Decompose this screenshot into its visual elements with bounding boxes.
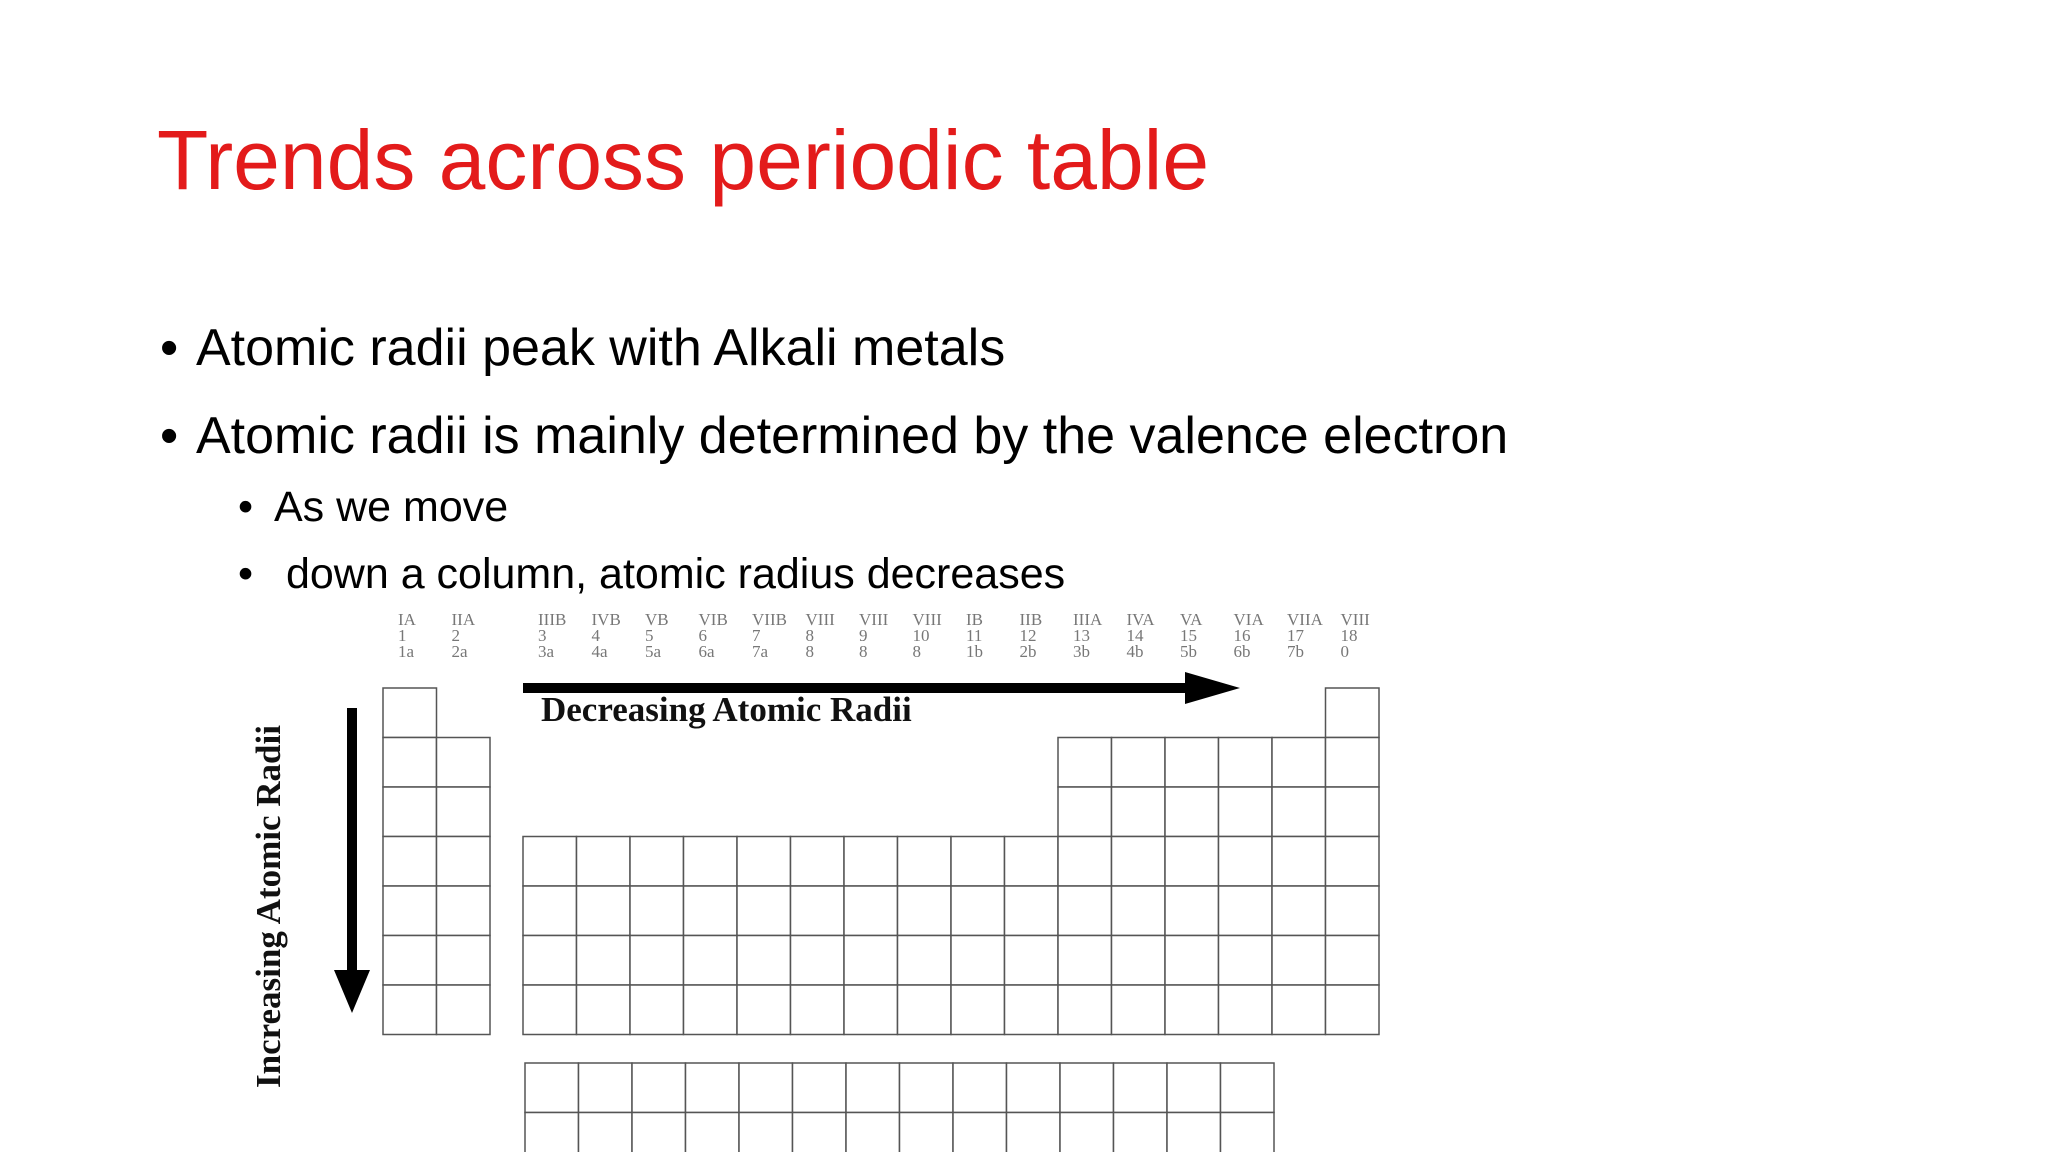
group-label: 8 xyxy=(912,642,921,661)
element-cell xyxy=(737,936,791,986)
f-block-cell xyxy=(632,1063,686,1113)
f-block-cell xyxy=(686,1063,740,1113)
f-block-cell xyxy=(525,1113,579,1152)
element-cell xyxy=(1005,886,1059,936)
f-block-cell xyxy=(739,1063,793,1113)
element-cell xyxy=(437,936,491,986)
slide-title: Trends across periodic table xyxy=(157,113,1210,207)
group-label: 4a xyxy=(591,642,608,661)
f-block-cell xyxy=(1221,1063,1275,1113)
element-cell xyxy=(437,985,491,1035)
element-cell xyxy=(737,985,791,1035)
element-cell xyxy=(383,936,437,986)
group-label: 13 xyxy=(1073,626,1090,645)
group-label: 5b xyxy=(1180,642,1197,661)
element-cell xyxy=(1272,738,1326,788)
element-cell xyxy=(737,837,791,887)
element-cell xyxy=(437,787,491,837)
bullet-item xyxy=(160,318,1005,378)
element-cell xyxy=(1058,837,1112,887)
element-cell xyxy=(1272,837,1326,887)
element-cell xyxy=(898,886,952,936)
f-block-cell xyxy=(953,1113,1007,1152)
bullet-dot: • xyxy=(160,319,179,377)
group-label: 9 xyxy=(859,626,868,645)
element-cell xyxy=(844,985,898,1035)
element-cell xyxy=(1058,738,1112,788)
f-block-cell xyxy=(900,1113,954,1152)
element-cell xyxy=(898,936,952,986)
f-block-cell xyxy=(1114,1063,1168,1113)
group-label: 4 xyxy=(591,626,600,645)
group-label: 7b xyxy=(1287,642,1304,661)
element-cell xyxy=(844,936,898,986)
group-label: 5a xyxy=(645,642,662,661)
f-block-cell xyxy=(1007,1063,1061,1113)
group-label: 6b xyxy=(1233,642,1251,661)
element-cell xyxy=(630,985,684,1035)
group-label: 1b xyxy=(966,642,983,661)
group-label: IVB xyxy=(591,610,621,629)
periodic-table-figure xyxy=(220,608,1400,1152)
group-label: 3a xyxy=(538,642,555,661)
element-cell xyxy=(1165,738,1219,788)
f-block-cell xyxy=(1221,1113,1275,1152)
element-cell xyxy=(1219,886,1273,936)
group-label: VA xyxy=(1180,610,1203,629)
sub-bullet-item xyxy=(238,483,508,532)
element-cell xyxy=(1219,837,1273,887)
group-label: 11 xyxy=(966,626,983,645)
f-block-cell xyxy=(1167,1113,1221,1152)
bullet-item xyxy=(160,406,1508,466)
group-label: VIII xyxy=(805,610,835,629)
element-cell xyxy=(684,837,738,887)
f-block-cell xyxy=(793,1063,847,1113)
vertical-arrowhead-icon xyxy=(334,970,370,1013)
element-cell xyxy=(1058,886,1112,936)
element-cell xyxy=(1326,886,1380,936)
group-label: VIA xyxy=(1233,610,1264,629)
f-block-cell xyxy=(900,1063,954,1113)
f-block-cell xyxy=(1060,1063,1114,1113)
group-label: 7 xyxy=(752,626,761,645)
element-cell xyxy=(1112,886,1166,936)
group-label: VIIA xyxy=(1287,610,1323,629)
f-block-cell xyxy=(525,1063,579,1113)
element-cell xyxy=(1112,985,1166,1035)
sub-bullet-item xyxy=(238,550,1065,599)
element-cell xyxy=(737,886,791,936)
horizontal-arrowhead-icon xyxy=(1185,672,1240,704)
element-cell xyxy=(577,936,631,986)
element-cell xyxy=(383,985,437,1035)
group-label: 8 xyxy=(805,642,814,661)
f-block-cell xyxy=(1007,1113,1061,1152)
bullet-text: down a column, atomic radius decreases xyxy=(274,550,1066,598)
element-cell xyxy=(630,886,684,936)
element-cell xyxy=(1326,837,1380,887)
element-cell xyxy=(1112,936,1166,986)
element-cell xyxy=(898,985,952,1035)
group-label: IIIB xyxy=(538,610,567,629)
group-label: 7a xyxy=(752,642,769,661)
element-cell xyxy=(383,688,437,738)
group-label: VIII xyxy=(912,610,942,629)
element-cell xyxy=(791,985,845,1035)
group-label: 3b xyxy=(1073,642,1090,661)
group-label: 6 xyxy=(698,626,707,645)
element-cell xyxy=(684,985,738,1035)
element-cell xyxy=(1058,936,1112,986)
element-cell xyxy=(383,837,437,887)
group-label: 5 xyxy=(645,626,654,645)
group-label: VIIB xyxy=(752,610,787,629)
group-label: IIIA xyxy=(1073,610,1103,629)
f-block-cell xyxy=(793,1113,847,1152)
bullet-dot: • xyxy=(160,407,179,465)
element-cell xyxy=(1326,738,1380,788)
group-labels xyxy=(398,610,1370,661)
element-cell xyxy=(1165,787,1219,837)
group-label: 6a xyxy=(698,642,715,661)
group-label: VIII xyxy=(1340,610,1370,629)
element-cell xyxy=(1165,886,1219,936)
group-label: VIB xyxy=(698,610,728,629)
f-block-cell xyxy=(1167,1063,1221,1113)
bullet-text: Atomic radii peak with Alkali metals xyxy=(196,319,1006,377)
group-label: 2 xyxy=(451,626,460,645)
group-label: 0 xyxy=(1340,642,1349,661)
element-cell xyxy=(1165,837,1219,887)
group-label: IIA xyxy=(451,610,476,629)
element-cell xyxy=(630,936,684,986)
f-block-cell xyxy=(953,1063,1007,1113)
bullet-dot: • xyxy=(238,483,254,531)
element-cell xyxy=(577,985,631,1035)
element-cell xyxy=(383,886,437,936)
element-cell xyxy=(1272,787,1326,837)
f-block-cell xyxy=(579,1113,633,1152)
element-cell xyxy=(1058,787,1112,837)
periodic-table-diagram xyxy=(220,608,1400,1152)
element-cell xyxy=(1165,985,1219,1035)
group-label: 18 xyxy=(1340,626,1358,645)
f-block-cell xyxy=(846,1113,900,1152)
bullet-text: Atomic radii is mainly determined by the valence electron xyxy=(196,407,1509,465)
group-label: 16 xyxy=(1233,626,1251,645)
f-block-cell xyxy=(846,1063,900,1113)
f-block-cell xyxy=(1114,1113,1168,1152)
element-cell xyxy=(951,886,1005,936)
element-cell xyxy=(1326,985,1380,1035)
element-cell xyxy=(523,837,577,887)
element-cell xyxy=(791,936,845,986)
element-cell xyxy=(523,936,577,986)
group-label: 8 xyxy=(805,626,814,645)
element-cell xyxy=(791,886,845,936)
group-label: 8 xyxy=(859,642,868,661)
group-label: 1 xyxy=(398,626,407,645)
group-label: 3 xyxy=(538,626,547,645)
group-label: IB xyxy=(966,610,983,629)
element-cell xyxy=(791,837,845,887)
element-cell xyxy=(1219,936,1273,986)
element-cell xyxy=(383,787,437,837)
element-cell xyxy=(1112,738,1166,788)
element-cell xyxy=(1165,936,1219,986)
bullet-dot: • xyxy=(238,550,254,598)
group-label: 15 xyxy=(1180,626,1197,645)
element-cell xyxy=(898,837,952,887)
element-cell xyxy=(437,886,491,936)
group-label: IIB xyxy=(1019,610,1043,629)
element-cell xyxy=(951,837,1005,887)
element-cell xyxy=(1005,985,1059,1035)
group-label: 1a xyxy=(398,642,415,661)
element-cell xyxy=(1005,936,1059,986)
element-cell xyxy=(577,837,631,887)
element-cell xyxy=(1326,688,1380,738)
group-label: VIII xyxy=(859,610,889,629)
element-cell xyxy=(523,886,577,936)
element-cell xyxy=(1058,985,1112,1035)
group-label: 14 xyxy=(1126,626,1144,645)
element-cell xyxy=(1272,936,1326,986)
group-label: VB xyxy=(645,610,669,629)
element-cell xyxy=(1005,837,1059,887)
f-block-cell xyxy=(739,1113,793,1152)
element-cell xyxy=(1326,787,1380,837)
element-cell xyxy=(383,738,437,788)
element-cell xyxy=(1112,837,1166,887)
group-label: 2b xyxy=(1019,642,1037,661)
element-cells xyxy=(383,688,1379,1152)
element-cell xyxy=(1219,787,1273,837)
group-label: IVA xyxy=(1126,610,1155,629)
element-cell xyxy=(523,985,577,1035)
element-cell xyxy=(844,886,898,936)
group-label: 10 xyxy=(912,626,930,645)
bullet-text: As we move xyxy=(274,483,509,531)
element-cell xyxy=(437,738,491,788)
vertical-arrow-label: Increasing Atomic Radii xyxy=(249,725,288,1088)
element-cell xyxy=(684,886,738,936)
element-cell xyxy=(437,837,491,887)
group-label: 4b xyxy=(1126,642,1144,661)
group-label: 2a xyxy=(451,642,468,661)
element-cell xyxy=(1219,738,1273,788)
f-block-cell xyxy=(1060,1113,1114,1152)
element-cell xyxy=(951,985,1005,1035)
element-cell xyxy=(1272,886,1326,936)
element-cell xyxy=(684,936,738,986)
element-cell xyxy=(951,936,1005,986)
element-cell xyxy=(1326,936,1380,986)
element-cell xyxy=(1272,985,1326,1035)
group-label: IA xyxy=(398,610,416,629)
horizontal-arrow-label: Decreasing Atomic Radii xyxy=(541,690,912,729)
element-cell xyxy=(577,886,631,936)
group-label: 12 xyxy=(1019,626,1037,645)
element-cell xyxy=(1112,787,1166,837)
element-cell xyxy=(1219,985,1273,1035)
group-label: 17 xyxy=(1287,626,1304,645)
element-cell xyxy=(844,837,898,887)
f-block-cell xyxy=(579,1063,633,1113)
element-cell xyxy=(630,837,684,887)
f-block-cell xyxy=(632,1113,686,1152)
f-block-cell xyxy=(686,1113,740,1152)
